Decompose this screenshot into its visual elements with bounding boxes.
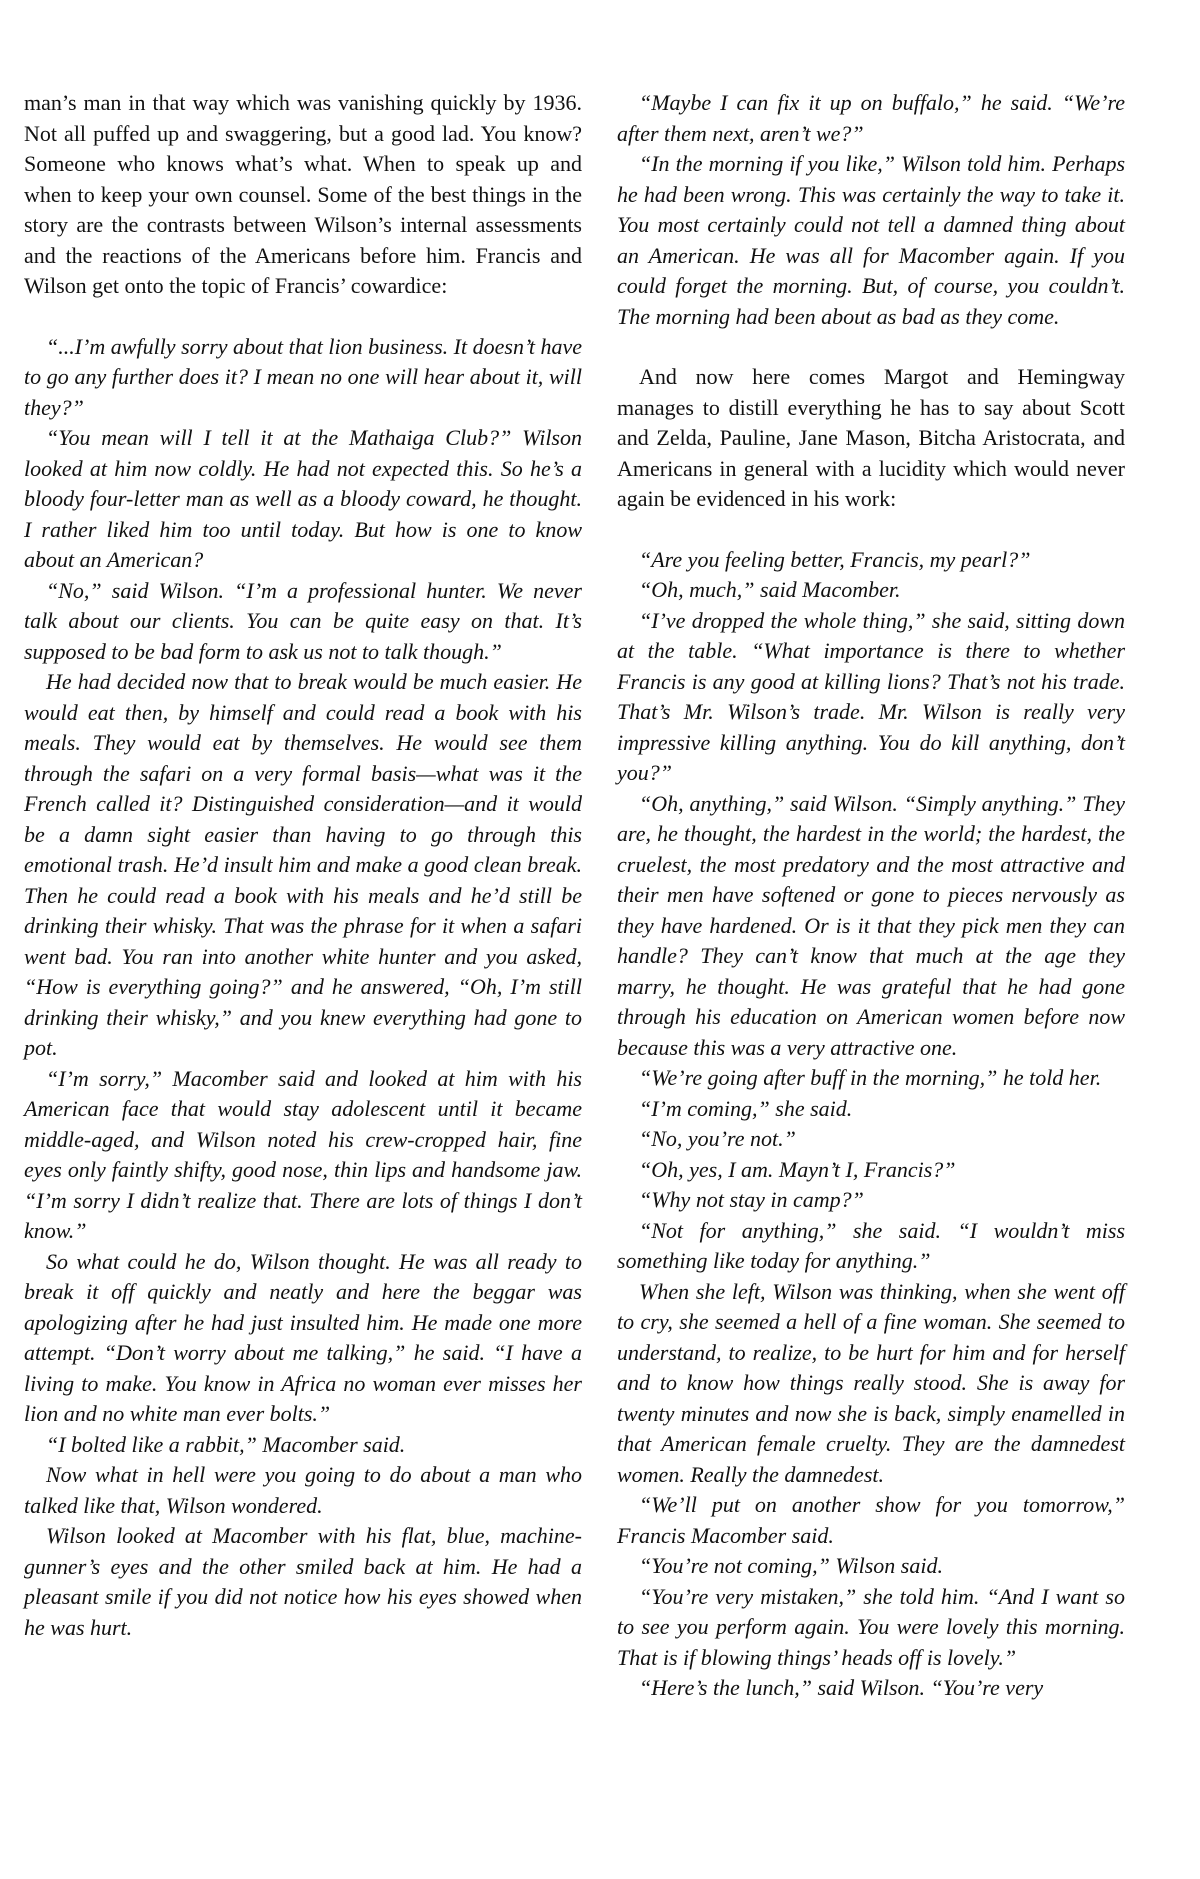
quote-paragraph: “Oh, anything,” said Wilson. “Simply anything.” They are, he thought, the hardest in the world; the hardest, the cruelest, the most predatory and the most attractive and their men have softened or gone to pieces nervously as they have hardened. Or is it that they pick men they can handle? They can’t know that much at the age they marry, he thought. He was grateful that he had gone through his education on American women before now because this was a very attractive one. xyxy=(617,790,1125,1060)
quote-paragraph: When she left, Wilson was thinking, when she went off to cry, she seemed a hell of a fine woman. She seemed to understand, to realize, to be hurt for him and for herself and to know how things really stood. She is away for twenty minutes and now she is back, simply enamelled in that American female cruelty. They are the damnedest women. Really the damnedest. xyxy=(617,1278,1125,1487)
quote-paragraph: “Oh, much,” said Macomber. xyxy=(639,577,901,602)
intro-paragraph: man’s man in that way which was vanishing quickly by 1936. Not all puffed up and swaggering, but a good lad. You know? Someone who knows what’s what. When to speak up and when to keep your own counsel. Some of the best things in the story are the contrasts between Wilson’s internal assessments and the reactions of the Americans before him. Francis and Wilson get onto the topic of Francis’ cowardice: xyxy=(24,90,582,298)
quote-paragraph: “You’re not coming,” Wilson said. xyxy=(639,1553,943,1578)
quote-paragraph: He had decided now that to break would be much easier. He would eat then, by himself and could read a book with his meals. They would eat by themselves. He would see them through the safari on a very formal basis—what was it the French called it? Distinguished consideration—and it would be a damn sight easier than having to go through this emotional trash. He’d insult him and make a good clean break. Then he could read a book with his meals and he’d still be drinking their whisky. That was the phrase for it when a safari went bad. You ran into another white hunter and you asked, “How is everything going?” and he answered, “Oh, I’m still drinking their whisky,” and you knew everything had gone to pot. xyxy=(24,669,582,1060)
quote-paragraph: “You’re very mistaken,” she told him. “And I want so to see you perform again. You were lovely this morning. That is if blowing things’ heads off is lovely.” xyxy=(617,1583,1125,1670)
quote-paragraph: Now what in hell were you going to do about a man who talked like that, Wilson wondered. xyxy=(24,1462,582,1518)
left-column xyxy=(24,88,582,1643)
quote-paragraph: “You mean will I tell it at the Mathaiga Club?” Wilson looked at him now coldly. He had not expected this. So he’s a bloody four-letter man as well as a bloody coward, he thought. I rather liked him too until today. But how is one to know about an American? xyxy=(24,425,582,572)
quote-paragraph: “Not for anything,” she said. “I wouldn’t miss something like today for anything.” xyxy=(617,1217,1125,1273)
quote-paragraph: “Oh, yes, I am. Mayn’t I, Francis?” xyxy=(639,1156,956,1182)
quote-paragraph: “I’m sorry,” Macomber said and looked at him with his American face that would stay adolescent until it became middle-aged, and Wilson noted his crew-cropped hair, fine eyes only faintly shifty, good nose, thin lips and handsome jaw. “I’m sorry I didn’t realize that. There are lots of things I don’t know.” xyxy=(24,1065,582,1243)
quote-paragraph: “I bolted like a rabbit,” Macomber said. xyxy=(46,1431,406,1457)
quote-paragraph: “...I’m awfully sorry about that lion business. It doesn’t have to go any further does it? I mean no one will hear about it, will they?” xyxy=(24,333,582,420)
quote-paragraph: “Maybe I can fix it up on buffalo,” he said. “We’re after them next, aren’t we?” xyxy=(617,90,1125,146)
quote-paragraph: “Are you feeling better, Francis, my pearl?” xyxy=(639,546,1031,572)
quote-paragraph: “Here’s the lunch,” said Wilson. “You’re very xyxy=(639,1675,1044,1700)
right-column xyxy=(617,88,1125,1704)
quote-paragraph: Wilson looked at Macomber with his flat, blue, machine-gunner’s eyes and the other smiled back at him. He had a pleasant smile if you did not notice how his eyes showed when he was hurt. xyxy=(24,1523,582,1640)
quote-paragraph: So what could he do, Wilson thought. He was all ready to break it off quickly and neatly and here the beggar was apologizing after he had just insulted him. He made one more attempt. “Don’t worry about me talking,” he said. “I have a living to make. You know in Africa no woman ever misses her lion and no white man ever bolts.” xyxy=(24,1248,582,1426)
quote-paragraph: “No, you’re not.” xyxy=(639,1126,796,1151)
quote-paragraph: “I’ve dropped the whole thing,” she said, sitting down at the table. “What importance is there to whether Francis is any good at killing lions? That’s not his trade. That’s Mr. Wilson’s trade. Mr. Wilson is really very impressive killing anything. You do kill anything, don’t you?” xyxy=(617,607,1125,785)
quote-paragraph: “Why not stay in camp?” xyxy=(639,1187,864,1212)
quote-paragraph: “We’ll put on another show for you tomorrow,” Francis Macomber said. xyxy=(617,1492,1125,1548)
quote-paragraph: “We’re going after buff in the morning,” he told her. xyxy=(639,1065,1102,1090)
quote-paragraph: “I’m coming,” she said. xyxy=(639,1095,853,1121)
quote-paragraph: “No,” said Wilson. “I’m a professional hunter. We never talk about our clients. You can be quite easy on that. It’s supposed to be bad form to ask us not to talk though.” xyxy=(24,577,582,664)
quote-paragraph: “In the morning if you like,” Wilson told him. Perhaps he had been wrong. This was certainly the way to take it. You most certainly could not tell a damned thing about an American. He was all for Macomber again. If you could forget the morning. But, of course, you couldn’t. The morning had been about as bad as they come. xyxy=(617,151,1125,329)
middle-paragraph: And now here comes Margot and Hemingway manages to distill everything he has to say about Scott and Zelda, Pauline, Jane Mason, Bitcha Aristocrata, and Americans in general with a lucidity which would never again be evidenced in his work: xyxy=(617,364,1125,511)
